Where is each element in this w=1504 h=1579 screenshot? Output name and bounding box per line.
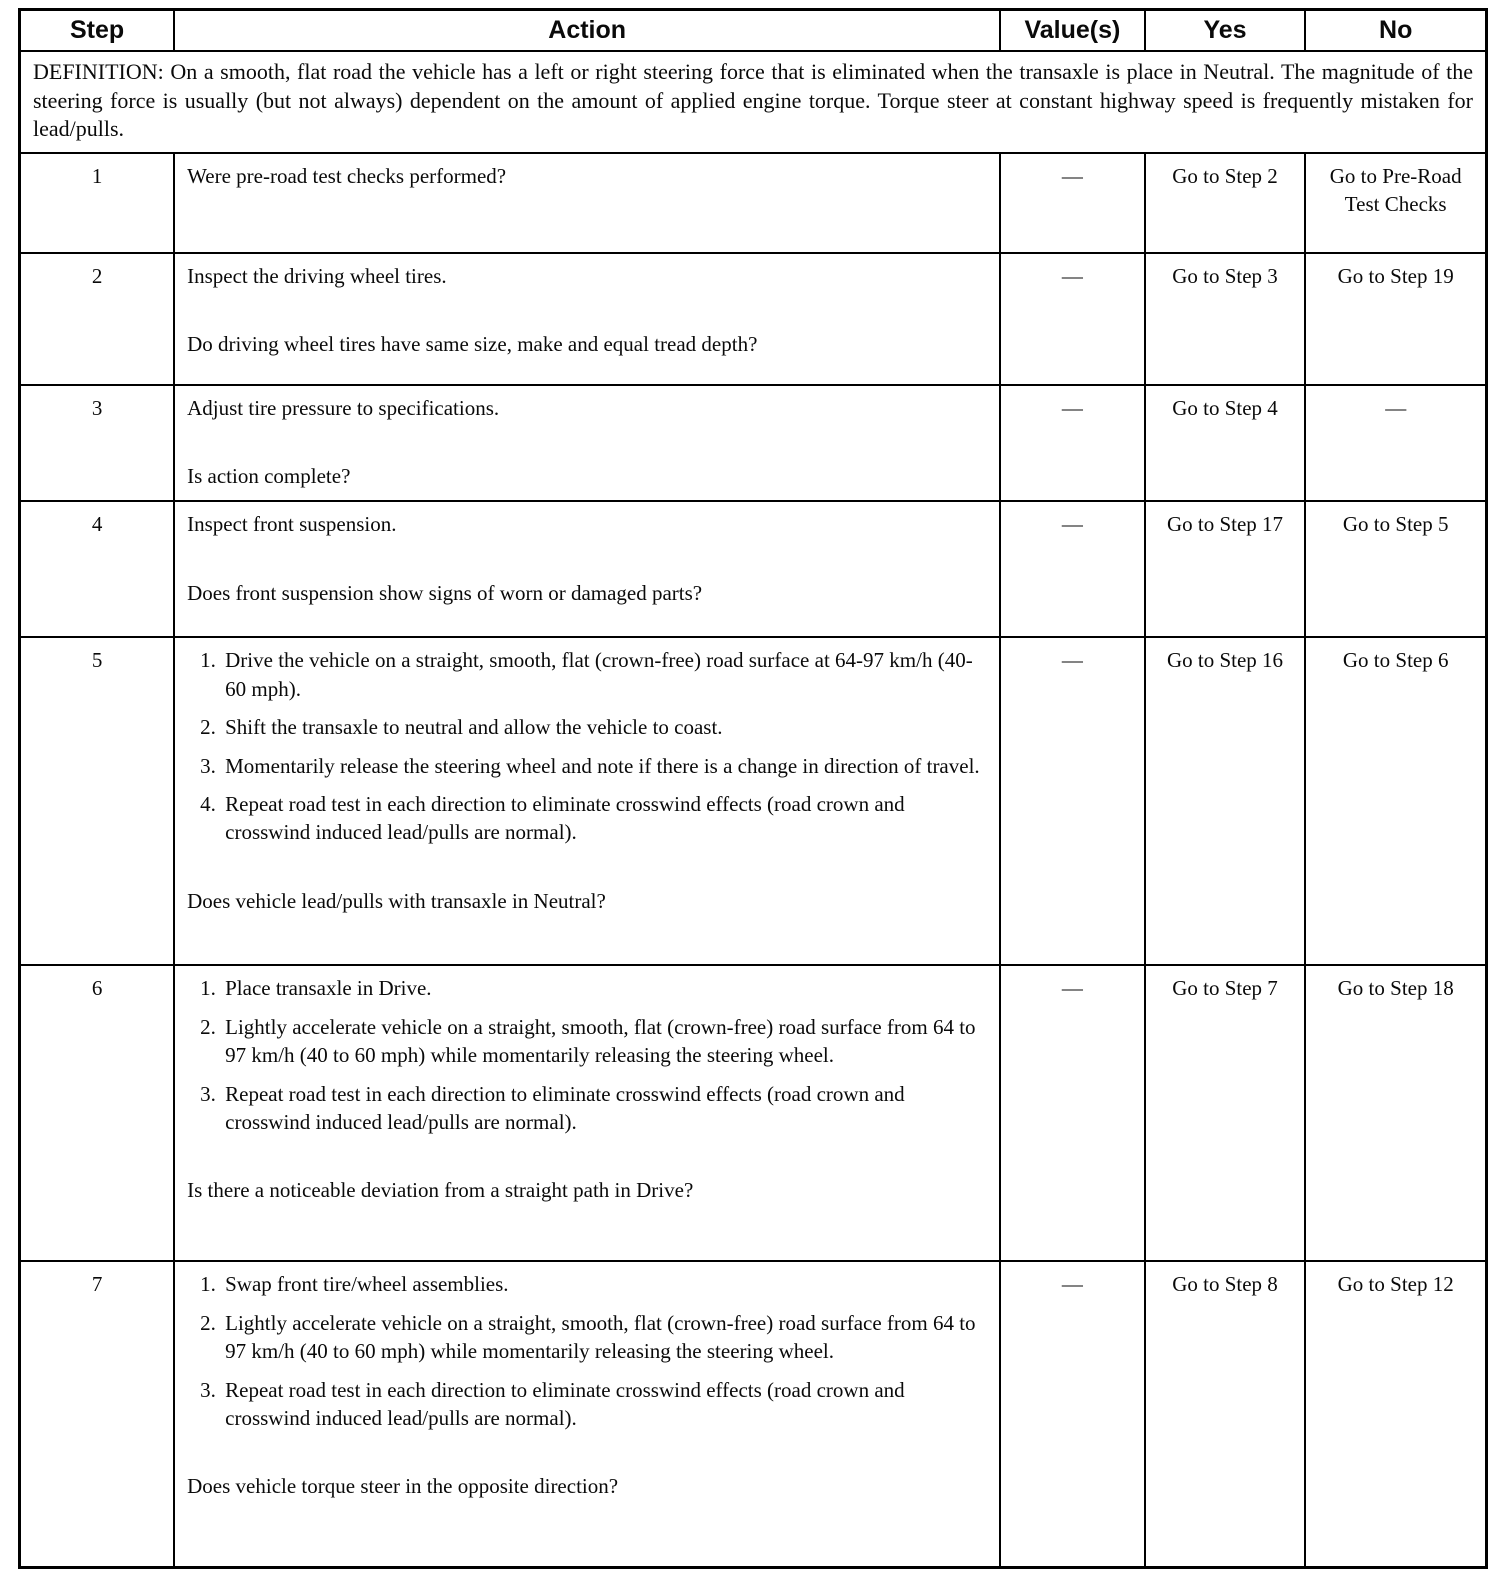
action-list-item: 1. Swap front tire/wheel assemblies. <box>221 1270 987 1298</box>
action-cell <box>174 153 1000 253</box>
yes-cell: Go to Step 17 <box>1145 501 1306 637</box>
value-cell: — <box>1000 385 1144 502</box>
column-header-values: Value(s) <box>1000 10 1144 52</box>
column-header-action: Action <box>174 10 1000 52</box>
action-list-item: 3. Repeat road test in each direction to eliminate crosswind effects (road crown and crosswind induced lead/pulls are normal). <box>221 1080 987 1137</box>
diagnostic-table <box>18 8 1488 1569</box>
value-cell: — <box>1000 501 1144 637</box>
yes-cell: Go to Step 3 <box>1145 253 1306 385</box>
step-row <box>20 253 1487 385</box>
action-text: Were pre-road test checks performed? <box>187 163 507 188</box>
action-list-item: 3. Repeat road test in each direction to eliminate crosswind effects (road crown and crosswind induced lead/pulls are normal). <box>221 1376 987 1433</box>
definition-row <box>20 51 1487 153</box>
action-question: Is there a noticeable deviation from a straight path in Drive? <box>187 1178 694 1203</box>
yes-cell: Go to Step 7 <box>1145 965 1306 1261</box>
action-step-list <box>187 646 987 846</box>
action-step-list <box>187 1270 987 1432</box>
action-step-list <box>187 974 987 1136</box>
action-text: Inspect front suspension. <box>187 512 397 537</box>
action-question: Does vehicle torque steer in the opposite direction? <box>187 1474 619 1499</box>
action-cell <box>174 965 1000 1261</box>
step-number: 1 <box>20 153 175 253</box>
column-header-step: Step <box>20 10 175 52</box>
action-cell <box>174 501 1000 637</box>
action-question: Does front suspension show signs of worn or damaged parts? <box>187 580 703 605</box>
action-cell <box>174 253 1000 385</box>
no-cell: Go to Pre-Road Test Checks <box>1305 153 1486 253</box>
value-cell: — <box>1000 637 1144 965</box>
action-list-item: 1. Drive the vehicle on a straight, smooth, flat (crown-free) road surface at 64-97 km/h (40-60 mph). <box>221 646 987 703</box>
yes-cell: Go to Step 4 <box>1145 385 1306 502</box>
yes-cell: Go to Step 16 <box>1145 637 1306 965</box>
action-cell <box>174 385 1000 502</box>
action-text: Adjust tire pressure to specifications. <box>187 395 500 420</box>
value-cell: — <box>1000 965 1144 1261</box>
step-row <box>20 385 1487 502</box>
step-row <box>20 965 1487 1261</box>
table-header-row <box>20 10 1487 52</box>
action-list-item: 2. Lightly accelerate vehicle on a straight, smooth, flat (crown-free) road surface from 64 to 97 km/h (40 to 60 mph) while momentarily releasing the steering wheel. <box>221 1309 987 1366</box>
step-row <box>20 153 1487 253</box>
step-number: 3 <box>20 385 175 502</box>
action-list-item: 2. Lightly accelerate vehicle on a straight, smooth, flat (crown-free) road surface from 64 to 97 km/h (40 to 60 mph) while momentarily releasing the steering wheel. <box>221 1013 987 1070</box>
action-text: Inspect the driving wheel tires. <box>187 263 447 288</box>
no-cell: Go to Step 19 <box>1305 253 1486 385</box>
value-cell: — <box>1000 253 1144 385</box>
yes-cell: Go to Step 2 <box>1145 153 1306 253</box>
action-list-item: 3. Momentarily release the steering wheel and note if there is a change in direction of travel. <box>221 752 987 780</box>
action-list-item: 4. Repeat road test in each direction to eliminate crosswind effects (road crown and crosswind induced lead/pulls are normal). <box>221 790 987 847</box>
step-row <box>20 1261 1487 1567</box>
no-cell: Go to Step 18 <box>1305 965 1486 1261</box>
action-list-item: 1. Place transaxle in Drive. <box>221 974 987 1002</box>
no-cell: — <box>1305 385 1486 502</box>
value-cell: — <box>1000 1261 1144 1567</box>
step-number: 5 <box>20 637 175 965</box>
action-cell <box>174 1261 1000 1567</box>
no-cell: Go to Step 12 <box>1305 1261 1486 1567</box>
step-number: 6 <box>20 965 175 1261</box>
no-cell: Go to Step 6 <box>1305 637 1486 965</box>
step-number: 7 <box>20 1261 175 1567</box>
action-question: Do driving wheel tires have same size, make and equal tread depth? <box>187 332 758 357</box>
step-row <box>20 501 1487 637</box>
step-row <box>20 637 1487 965</box>
yes-cell: Go to Step 8 <box>1145 1261 1306 1567</box>
value-cell: — <box>1000 153 1144 253</box>
action-list-item: 2. Shift the transaxle to neutral and allow the vehicle to coast. <box>221 713 987 741</box>
action-question: Does vehicle lead/pulls with transaxle in Neutral? <box>187 888 606 913</box>
action-cell <box>174 637 1000 965</box>
column-header-yes: Yes <box>1145 10 1306 52</box>
step-number: 2 <box>20 253 175 385</box>
step-number: 4 <box>20 501 175 637</box>
action-question: Is action complete? <box>187 464 351 489</box>
column-header-no: No <box>1305 10 1486 52</box>
no-cell: Go to Step 5 <box>1305 501 1486 637</box>
definition-text: DEFINITION: On a smooth, flat road the vehicle has a left or right steering force that is eliminated when the transaxle is place in Neutral. The magnitude of the steering force is usually (but not always) dependent on the amount of applied engine torque. Torque steer at constant highway speed is frequently mistaken for lead/pulls. <box>20 51 1487 153</box>
